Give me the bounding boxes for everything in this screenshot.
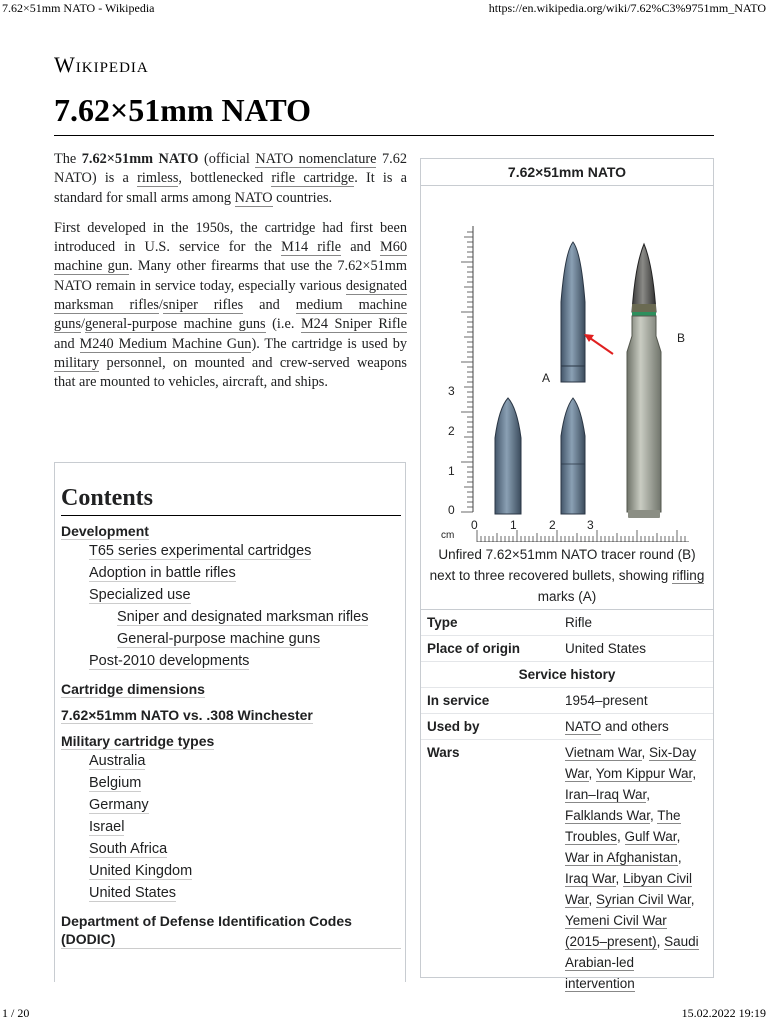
row-label: Type	[427, 615, 458, 630]
toc-item-label: Military cartridge types	[61, 733, 215, 749]
toc-item-post-2010[interactable]	[89, 650, 401, 672]
row-label: Place of origin	[427, 641, 521, 656]
toc-item-adoption[interactable]	[89, 562, 401, 584]
text: countries.	[272, 189, 333, 206]
text: . It is a standard for small arms among	[54, 170, 408, 206]
separator: ,	[650, 808, 658, 823]
cartridge-image[interactable]	[421, 186, 713, 542]
link-nato[interactable]: NATO	[234, 189, 273, 206]
toc-item-sniper[interactable]	[117, 606, 401, 628]
link-m60-machine-gun[interactable]: M60 machine gun	[54, 239, 408, 275]
vertical-ruler	[461, 226, 473, 512]
text: /	[81, 316, 85, 333]
toc-item-t65[interactable]	[89, 540, 401, 562]
toc-item-israel[interactable]	[89, 816, 401, 838]
text: First developed in the 1950s, the cartridge had first been introduced in U.S. service for the	[54, 219, 407, 256]
toc-item-australia[interactable]	[89, 750, 401, 772]
unit-label: cm	[441, 530, 455, 541]
separator: ,	[617, 829, 625, 844]
table-of-contents	[54, 462, 406, 982]
label-b: B	[677, 331, 686, 345]
link-war[interactable]: Iran–Iraq War	[565, 787, 647, 802]
link-war[interactable]: Syrian Civil War	[596, 892, 691, 907]
link-war[interactable]: Yemeni Civil War (2015–present)	[565, 913, 667, 949]
separator: ,	[615, 871, 624, 886]
toc-item-label: Israel	[89, 819, 125, 835]
text: ). The cartridge is used by	[251, 335, 408, 352]
row-value: United States	[565, 641, 647, 656]
toc-item-label: Australia	[89, 753, 146, 769]
toc-item-label: South Africa	[89, 841, 168, 857]
infobox-section-service-history: Service history	[421, 662, 713, 688]
toc-item-label: 7.62×51mm NATO vs. .308 Winchester	[61, 707, 313, 723]
htick-label-0: 0	[471, 518, 478, 532]
link-general-purpose-machine-guns[interactable]: general-purpose machine guns	[85, 316, 266, 333]
infobox-title: 7.62×51mm NATO	[421, 159, 713, 186]
link-medium-machine-guns[interactable]: medium machine guns	[54, 297, 407, 333]
toc-item-germany[interactable]	[89, 794, 401, 816]
link-war[interactable]: War in Afghanistan	[565, 850, 678, 865]
toc-item-vs-308[interactable]	[61, 706, 401, 724]
link-m240-machine-gun[interactable]: M240 Medium Machine Gun	[79, 335, 252, 352]
separator: ,	[641, 745, 650, 760]
print-footer	[0, 1006, 768, 1024]
toc-item-dodic[interactable]	[61, 912, 401, 949]
bullet-bottom-left	[495, 398, 521, 514]
text: (official	[198, 151, 256, 167]
separator: ,	[588, 766, 596, 781]
image-caption	[421, 542, 713, 610]
row-label: In service	[427, 693, 490, 708]
lead-paragraph-2	[54, 219, 407, 393]
infobox-row-used-by	[421, 714, 713, 740]
toc-item-label: United Kingdom	[89, 863, 193, 879]
toc-item-gpmg[interactable]	[117, 628, 401, 650]
row-value: 1954–present	[565, 693, 648, 708]
toc-heading: Contents	[61, 485, 401, 516]
separator: ,	[692, 766, 697, 781]
link-nato-nomenclature[interactable]: NATO nomenclature	[255, 151, 377, 167]
toc-item-south-africa[interactable]	[89, 838, 401, 860]
toc-item-label: Development	[61, 523, 149, 539]
htick-label-1: 1	[510, 518, 517, 532]
toc-item-specialized-use[interactable]	[89, 584, 401, 606]
horizontal-ruler	[477, 530, 689, 542]
text: personnel, on mounted and crew-served weapons that are mounted to vehicles, aircraft, and ships.	[54, 354, 407, 391]
toc-item-label: Cartridge dimensions	[61, 681, 205, 697]
text: , bottlenecked	[178, 170, 272, 187]
link-nato-users[interactable]: NATO	[565, 719, 602, 734]
infobox	[420, 158, 714, 991]
toc-item-development[interactable]	[61, 522, 401, 540]
separator: ,	[646, 787, 651, 802]
link-designated-marksman-rifles[interactable]: designated marksman rifles	[54, 277, 407, 314]
text: and	[243, 297, 296, 314]
wars-list	[565, 742, 707, 994]
text: . Many other firearms that use the 7.62×51mm NATO remain in service today, especially various	[54, 258, 407, 294]
print-header	[0, 0, 768, 18]
toc-item-label: United States	[89, 885, 177, 901]
link-war[interactable]: Saudi Arabian-led intervention	[565, 934, 699, 991]
separator: ,	[656, 934, 665, 949]
toc-item-label: Post-2010 developments	[89, 653, 250, 669]
vtick-label-0: 0	[448, 503, 455, 517]
link-rifle-cartridge[interactable]: rifle cartridge	[271, 170, 355, 187]
infobox-row-origin	[421, 636, 713, 662]
text: The	[54, 151, 82, 167]
separator: ,	[588, 892, 597, 907]
link-war[interactable]: Falklands War	[565, 808, 651, 823]
link-war[interactable]: Gulf War	[624, 829, 677, 844]
toc-item-united-states[interactable]	[89, 882, 401, 904]
toc-item-military-types[interactable]	[61, 732, 401, 750]
row-value	[565, 716, 707, 737]
link-rimless[interactable]: rimless	[137, 170, 179, 187]
text: and	[341, 239, 380, 256]
toc-item-united-kingdom[interactable]	[89, 860, 401, 882]
row-label: Used by	[427, 719, 480, 734]
text: and others	[601, 719, 669, 734]
infobox-row-wars	[421, 740, 713, 996]
toc-item-label: Specialized use	[89, 587, 191, 603]
separator: ,	[690, 892, 695, 907]
toc-item-belgium[interactable]	[89, 772, 401, 794]
htick-label-2: 2	[549, 518, 556, 532]
print-url: https://en.wikipedia.org/wiki/7.62%C3%9751mm_NATO	[488, 1, 766, 15]
link-military[interactable]: military	[54, 354, 100, 371]
toc-item-label: General-purpose machine guns	[117, 631, 321, 647]
bullet-bottom-middle	[561, 398, 585, 514]
lead-section	[54, 150, 407, 404]
print-page-title: 7.62×51mm NATO - Wikipedia	[2, 1, 155, 15]
cartridge-photo-illustration	[421, 186, 713, 542]
text: 7.62 NATO) is a	[54, 151, 408, 187]
toc-item-label: Department of Defense Identification Codes (DODIC)	[61, 913, 352, 947]
infobox-row-type	[421, 610, 713, 636]
caption-text: marks (A)	[537, 589, 597, 604]
toc-item-label: Belgium	[89, 775, 142, 791]
toc-item-label: T65 series experimental cartridges	[89, 543, 312, 559]
label-a: A	[542, 371, 551, 385]
lead-paragraph-1	[54, 150, 407, 208]
toc-item-label: Adoption in battle rifles	[89, 565, 236, 581]
link-war[interactable]: Iraq War	[565, 871, 616, 886]
bullet-top	[561, 242, 585, 382]
article-subject: 7.62×51mm NATO	[81, 151, 199, 167]
htick-label-3: 3	[587, 518, 594, 532]
vtick-label-3: 3	[448, 384, 455, 398]
toc-item-label: Sniper and designated marksman rifles	[117, 609, 369, 625]
link-war[interactable]: Yom Kippur War	[595, 766, 693, 781]
link-war[interactable]: Libyan Civil War	[565, 871, 693, 907]
print-datetime: 15.02.2022 19:19	[681, 1006, 766, 1020]
tracer-round	[627, 244, 661, 518]
text: /	[158, 297, 163, 314]
toc-item-label: Germany	[89, 797, 149, 813]
vtick-label-2: 2	[448, 424, 455, 438]
text: and	[54, 335, 80, 352]
separator: ,	[677, 850, 682, 865]
separator: ,	[676, 829, 681, 844]
link-war[interactable]: The Troubles	[565, 808, 681, 844]
caption-text: Unfired 7.62×51mm NATO tracer round (B) next to three recovered bullets, showing	[429, 547, 696, 583]
infobox-row-in-service	[421, 688, 713, 714]
row-value: Rifle	[565, 615, 593, 630]
vtick-label-1: 1	[448, 464, 455, 478]
page-title: 7.62×51mm NATO	[54, 92, 714, 136]
link-rifling[interactable]: rifling	[672, 568, 705, 583]
toc-item-dimensions[interactable]	[61, 680, 401, 698]
link-war[interactable]: Six-Day War	[565, 745, 697, 781]
link-war[interactable]: Vietnam War	[565, 745, 642, 760]
link-m24-sniper-rifle[interactable]: M24 Sniper Rifle	[300, 316, 407, 333]
page-number: 1 / 20	[2, 1006, 30, 1020]
text: (i.e.	[265, 316, 301, 333]
red-arrow	[584, 334, 613, 354]
link-m14-rifle[interactable]: M14 rifle	[281, 239, 342, 256]
wikipedia-logo[interactable]: Wikipedia	[54, 52, 149, 77]
row-label: Wars	[427, 745, 460, 760]
link-sniper-rifles[interactable]: sniper rifles	[162, 297, 244, 314]
